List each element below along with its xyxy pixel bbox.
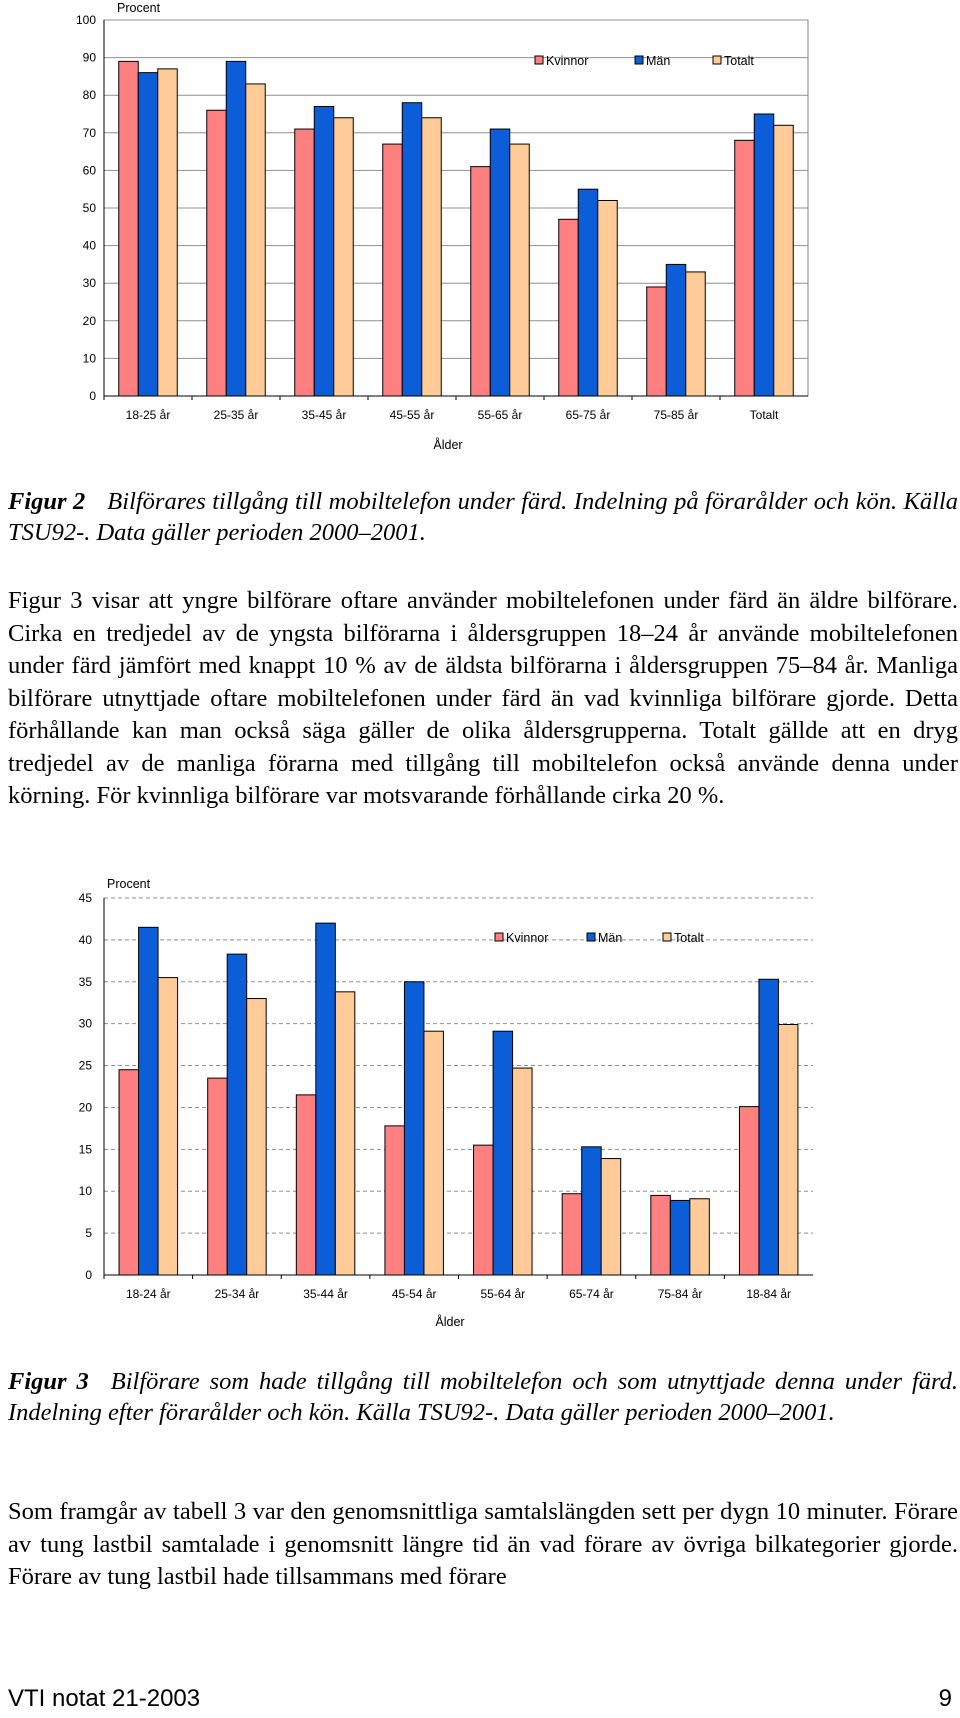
y-tick-label: 0 [89, 389, 96, 403]
x-category-label: 45-54 år [391, 1287, 437, 1301]
bar-totalt-3 [422, 118, 442, 396]
body-paragraph-2: Som framgår av tabell 3 var den genomsnittliga samtalslängden sett per dygn 10 minuter. Förare av tung lastbil samtalade i genomsnitt längre tid än vad förare av övriga bilkategorier gjorde. Förare av tung lastbil hade tillsammans med förare [8, 1498, 958, 1590]
y-tick-label: 20 [78, 1100, 92, 1115]
legend-swatch-totalt [713, 56, 721, 64]
bar-totalt-1 [246, 84, 266, 396]
bar-kvinnor-5 [559, 219, 579, 396]
bar-män-6 [670, 1200, 690, 1275]
legend-swatch-män [635, 56, 643, 64]
bar-män-7 [759, 979, 779, 1275]
bar-kvinnor-3 [385, 1126, 405, 1275]
bar-kvinnor-4 [471, 167, 491, 396]
bar-kvinnor-4 [474, 1145, 494, 1275]
bar-totalt-4 [510, 144, 530, 396]
figure3-caption-text: Bilförare som hade tillgång till mobiltelefon och som utnyttjade denna under färd. Indelning efter förarålder och kön. Källa TSU92-. Data gäller perioden 2000–2001. [8, 1368, 959, 1426]
y-tick-label: 60 [82, 163, 96, 178]
y-tick-label: 30 [78, 1016, 92, 1031]
y-tick-label: 70 [82, 125, 96, 140]
bar-kvinnor-6 [647, 287, 667, 396]
bar-kvinnor-2 [296, 1095, 316, 1275]
bar-totalt-2 [335, 992, 355, 1275]
x-category-label: 75-84 år [657, 1287, 703, 1301]
x-category-label: 45-55 år [389, 408, 435, 422]
x-category-label: 55-64 år [480, 1287, 526, 1301]
legend-label-kvinnor: Kvinnor [506, 931, 549, 945]
bar-totalt-6 [686, 272, 706, 396]
bar-män-4 [490, 129, 510, 396]
bar-kvinnor-0 [119, 61, 139, 396]
bar-totalt-0 [158, 978, 178, 1275]
y-tick-label: 80 [82, 88, 96, 103]
y-tick-label: 0 [85, 1268, 92, 1282]
legend-swatch-kvinnor [535, 56, 543, 64]
bar-män-3 [404, 982, 424, 1275]
bar-kvinnor-2 [295, 129, 315, 396]
x-category-label: 35-44 år [303, 1287, 348, 1301]
y-tick-label: 40 [82, 238, 96, 253]
bar-totalt-3 [424, 1031, 444, 1275]
bar-män-6 [666, 264, 686, 396]
bar-män-7 [754, 114, 774, 396]
bar-män-3 [402, 103, 422, 396]
legend-label-män: Män [646, 54, 671, 68]
y-tick-label: 40 [78, 932, 92, 947]
bar-totalt-7 [778, 1025, 798, 1275]
bar-män-1 [226, 61, 246, 396]
body-paragraph-1: Figur 3 visar att yngre bilförare oftare använder mobiltelefonen under färd än äldre bilförare. Cirka en tredjedel av de yngsta bilförarna i åldersgruppen 18–24 år använde mobiltelefonen under färd jämfört med knappt 10 % av de äldsta bilförarna i åldersgruppen 75–84 år. Manliga bilförare utnyttjade oftare mobiltelefonen under färd än vad kvinnliga bilförare gjorde. Detta förhållande kan man också säga gäller de olika åldersgrupperna. Totalt gällde att en dryg tredjedel av de manliga förarna med tillgång till mobiltelefon också använde denna under körning. För kvinnliga bilförare var motsvarande förhållande cirka 20 %. [8, 587, 958, 809]
y-tick-label: 10 [82, 351, 96, 366]
y-unit-label: Procent [117, 1, 161, 15]
y-tick-label: 25 [78, 1058, 92, 1073]
bar-män-2 [314, 106, 334, 396]
bar-män-1 [227, 954, 247, 1275]
legend-label-kvinnor: Kvinnor [546, 54, 589, 68]
x-category-label: 75-85 år [653, 408, 699, 422]
bar-kvinnor-7 [739, 1107, 759, 1275]
bar-totalt-0 [158, 69, 178, 396]
x-category-label: 65-75 år [565, 408, 611, 422]
y-tick-label: 45 [78, 891, 92, 905]
bar-totalt-5 [601, 1159, 621, 1275]
y-tick-label: 5 [85, 1226, 92, 1241]
bar-män-0 [139, 927, 159, 1275]
bar-män-2 [316, 923, 336, 1275]
x-category-label: 25-35 år [213, 408, 259, 422]
bar-totalt-7 [774, 125, 794, 396]
x-category-label: 18-84 år [746, 1287, 792, 1301]
legend-swatch-män [587, 933, 595, 941]
footer-page-number: 9 [938, 1685, 952, 1712]
figure3-label: Figur 3 [8, 1368, 89, 1395]
bar-kvinnor-1 [208, 1078, 228, 1275]
figure2-label: Figur 2 [8, 488, 86, 515]
footer-report-id: VTI notat 21-2003 [8, 1685, 201, 1712]
bar-totalt-4 [513, 1068, 533, 1275]
bar-totalt-2 [334, 118, 354, 396]
x-category-label: 65-74 år [569, 1287, 614, 1301]
bar-män-0 [138, 73, 158, 396]
y-tick-label: 35 [78, 974, 92, 989]
x-category-label: Totalt [749, 408, 779, 422]
y-unit-label: Procent [107, 877, 151, 891]
figure2-caption-text: Bilförares tillgång till mobiltelefon under färd. Indelning på förarålder och kön. Källa TSU92-. Data gäller perioden 2000–2001. [8, 488, 959, 546]
bar-totalt-1 [247, 999, 267, 1275]
y-tick-label: 100 [75, 13, 96, 27]
bar-män-4 [493, 1031, 513, 1275]
legend-label-män: Män [598, 931, 623, 945]
x-axis-title: Ålder [435, 1315, 465, 1329]
y-tick-label: 50 [82, 201, 96, 215]
figure2-chart [0, 0, 960, 460]
bar-kvinnor-1 [207, 110, 227, 396]
bar-kvinnor-7 [735, 140, 755, 396]
x-category-label: 18-25 år [125, 408, 171, 422]
figure2-caption [8, 486, 958, 548]
bar-män-5 [582, 1147, 602, 1275]
bar-totalt-5 [598, 200, 618, 396]
legend-label-totalt: Totalt [724, 54, 754, 68]
y-tick-label: 10 [78, 1184, 92, 1199]
legend-swatch-kvinnor [495, 933, 503, 941]
y-tick-label: 20 [82, 313, 96, 328]
bar-kvinnor-3 [383, 144, 403, 396]
page-footer [8, 1685, 952, 1713]
figure3-caption [8, 1366, 958, 1428]
y-tick-label: 30 [82, 276, 96, 291]
bar-kvinnor-6 [651, 1195, 671, 1275]
x-category-label: 18-24 år [125, 1287, 171, 1301]
legend-swatch-totalt [663, 933, 671, 941]
bar-totalt-6 [690, 1199, 710, 1275]
legend-label-totalt: Totalt [674, 931, 704, 945]
x-axis-title: Ålder [433, 438, 463, 452]
bar-kvinnor-0 [119, 1070, 139, 1275]
figure3-chart [0, 870, 960, 1340]
x-category-label: 25-34 år [214, 1287, 260, 1301]
bar-kvinnor-5 [562, 1194, 582, 1275]
x-category-label: 55-65 år [477, 408, 523, 422]
y-tick-label: 15 [78, 1142, 92, 1157]
bar-män-5 [578, 189, 598, 396]
y-tick-label: 90 [82, 50, 96, 65]
x-category-label: 35-45 år [301, 408, 347, 422]
